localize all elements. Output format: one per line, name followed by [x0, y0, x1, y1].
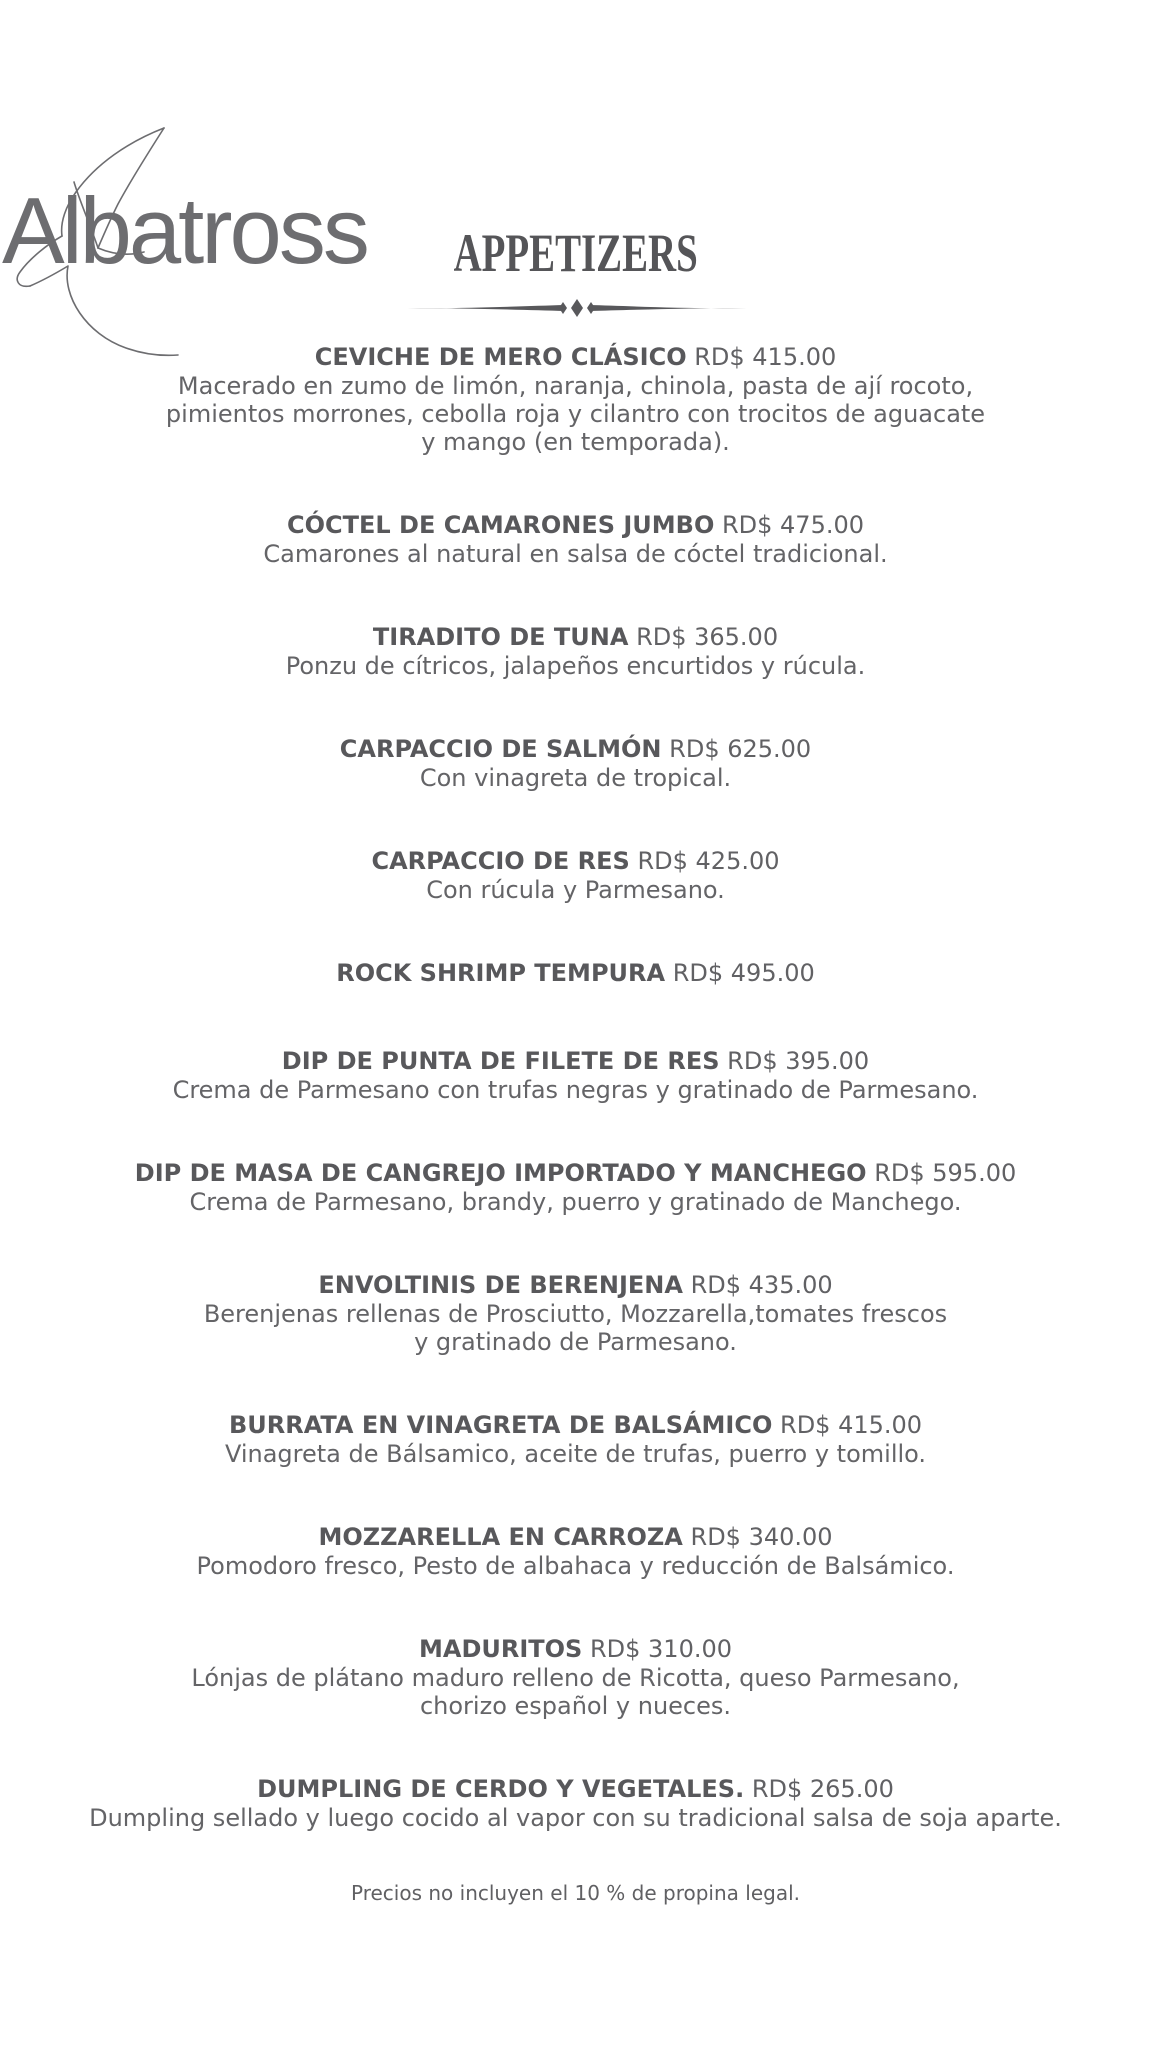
item-description: Dumpling sellado y luego cocido al vapor con su tradicional salsa de soja aparte.	[89, 1804, 1062, 1832]
item-description: Con vinagreta de tropical.	[419, 764, 732, 792]
item-name: DIP DE PUNTA DE FILETE DE RES	[281, 1047, 720, 1075]
item-name: MADURITOS	[418, 1635, 583, 1663]
menu-item	[0, 510, 1151, 568]
menu-list	[0, 342, 1151, 1886]
item-price: RD$ 435.00	[690, 1271, 833, 1299]
brand-name: Albatross	[2, 178, 367, 283]
item-name: BURRATA EN VINAGRETA DE BALSÁMICO	[228, 1411, 773, 1439]
item-name: TIRADITO DE TUNA	[372, 623, 629, 651]
item-price: RD$ 415.00	[694, 343, 837, 371]
menu-item	[0, 1158, 1151, 1216]
item-price: RD$ 265.00	[751, 1775, 894, 1803]
menu-item	[0, 1634, 1151, 1720]
section-title: APPETIZERS	[453, 223, 698, 283]
item-description: Vinagreta de Bálsamico, aceite de trufas, puerro y tomillo.	[224, 1440, 927, 1468]
divider-ornament	[405, 296, 749, 320]
item-name: CEVICHE DE MERO CLÁSICO	[314, 343, 687, 371]
item-price: RD$ 310.00	[589, 1635, 732, 1663]
menu-item	[0, 1774, 1151, 1832]
item-description: Berenjenas rellenas de Prosciutto, Mozzarella,tomates frescos y gratinado de Parmesano.	[203, 1300, 948, 1356]
item-price: RD$ 495.00	[672, 959, 815, 987]
menu-item	[0, 734, 1151, 792]
item-name: CARPACCIO DE SALMÓN	[339, 735, 662, 763]
item-price: RD$ 415.00	[780, 1411, 923, 1439]
item-name: DIP DE MASA DE CANGREJO IMPORTADO Y MANCHEGO	[134, 1159, 867, 1187]
menu-item	[0, 1270, 1151, 1356]
item-name: ENVOLTINIS DE BERENJENA	[318, 1271, 683, 1299]
item-description: Camarones al natural en salsa de cóctel tradicional.	[263, 540, 888, 568]
item-name: CARPACCIO DE RES	[371, 847, 630, 875]
menu-item	[0, 1522, 1151, 1580]
footer-note: Precios no incluyen el 10 % de propina legal.	[351, 1881, 800, 1905]
item-name: MOZZARELLA EN CARROZA	[318, 1523, 683, 1551]
item-description: Con rúcula y Parmesano.	[426, 876, 725, 904]
item-description: Ponzu de cítricos, jalapeños encurtidos y rúcula.	[285, 652, 866, 680]
item-description: Macerado en zumo de limón, naranja, chinola, pasta de ají rocoto, pimientos morrones, cebolla roja y cilantro con trocitos de aguacate y mango (en temporada).	[165, 372, 986, 456]
menu-item	[0, 958, 1151, 988]
item-description: Lónjas de plátano maduro relleno de Ricotta, queso Parmesano, chorizo español y nueces.	[191, 1664, 960, 1720]
item-price: RD$ 365.00	[636, 623, 779, 651]
menu-item	[0, 622, 1151, 680]
item-name: DUMPLING DE CERDO Y VEGETALES.	[257, 1775, 745, 1803]
menu-item	[0, 1410, 1151, 1468]
item-price: RD$ 395.00	[727, 1047, 870, 1075]
item-description: Pomodoro fresco, Pesto de albahaca y reducción de Balsámico.	[196, 1552, 955, 1580]
item-price: RD$ 425.00	[637, 847, 780, 875]
item-description: Crema de Parmesano con trufas negras y gratinado de Parmesano.	[172, 1076, 979, 1104]
item-description: Crema de Parmesano, brandy, puerro y gratinado de Manchego.	[189, 1188, 962, 1216]
item-price: RD$ 625.00	[669, 735, 812, 763]
item-price: RD$ 340.00	[690, 1523, 833, 1551]
menu-item	[0, 342, 1151, 456]
item-price: RD$ 595.00	[874, 1159, 1017, 1187]
item-price: RD$ 475.00	[721, 511, 865, 539]
item-name: ROCK SHRIMP TEMPURA	[336, 959, 666, 987]
menu-item	[0, 1046, 1151, 1104]
menu-item	[0, 846, 1151, 904]
item-name: CÓCTEL DE CAMARONES JUMBO	[286, 511, 715, 539]
